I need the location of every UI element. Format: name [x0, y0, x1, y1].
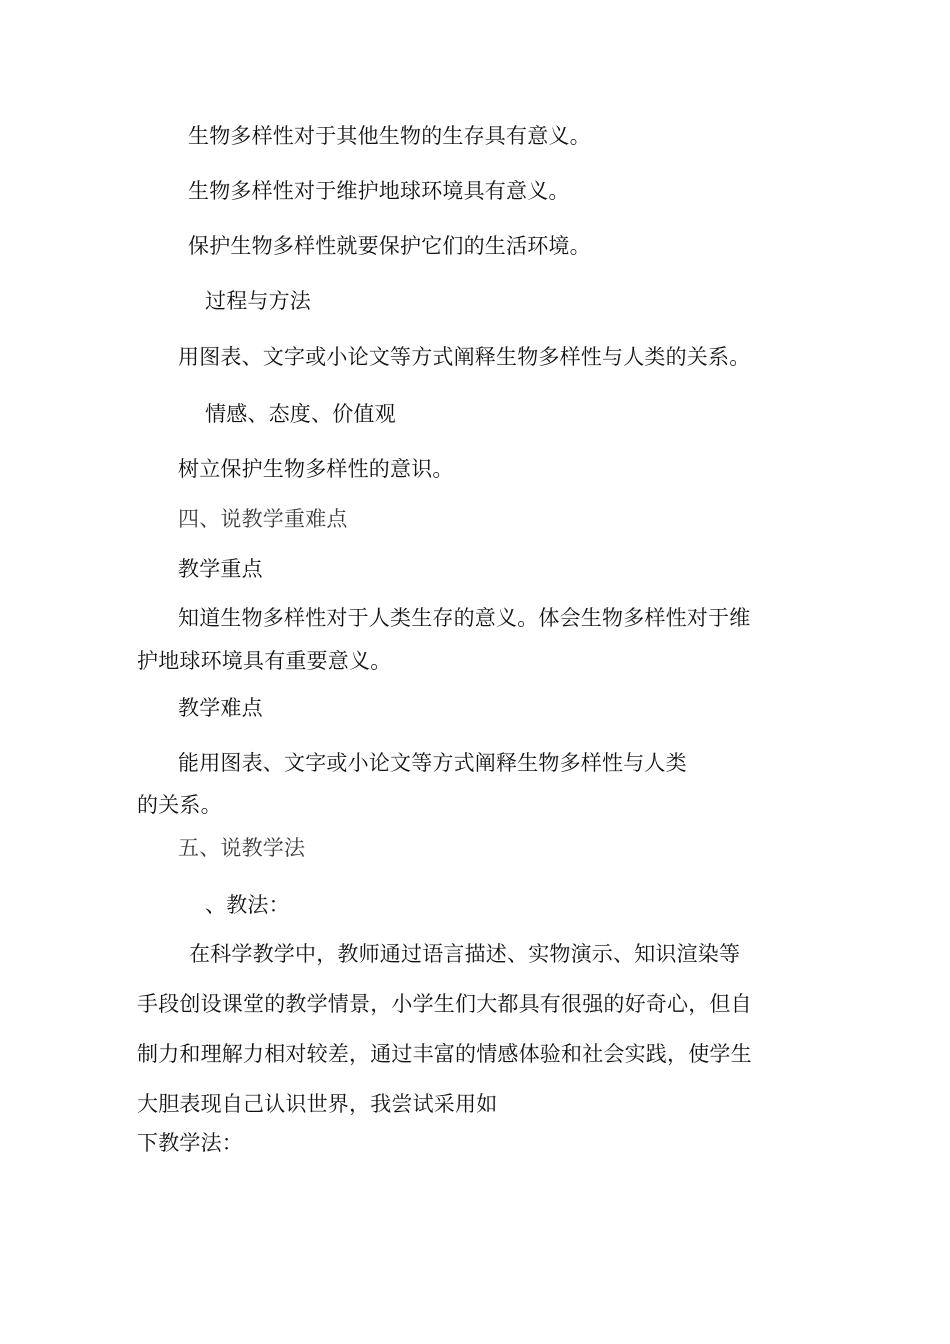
text-line: 知道生物多样性对于人类生存的意义。体会生物多样性对于维 [178, 606, 751, 630]
text-line: 在科学教学中，教师通过语言描述、实物演示、知识渲染等 [189, 942, 741, 966]
subheading-emotion-attitude-values: 情感、态度、价值观 [205, 402, 396, 426]
text-line: 下教学法： [137, 1131, 243, 1155]
subheading-process-method: 过程与方法 [205, 289, 311, 313]
section-heading-teaching-methods: 五、说教学法 [178, 836, 306, 860]
subheading-teaching-difficult-points: 教学难点 [178, 696, 263, 720]
text-line: 树立保护生物多样性的意识。 [178, 457, 454, 481]
text-line: 用图表、文字或小论文等方式阐释生物多样性与人类的关系。 [178, 345, 751, 369]
text-line: 保护生物多样性就要保护它们的生活环境。 [188, 234, 591, 258]
text-line: 手段创设课堂的教学情景，小学生们大都具有很强的好奇心，但自 [137, 992, 752, 1016]
subheading-teaching-method: 、教法： [205, 893, 290, 917]
text-line: 能用图表、文字或小论文等方式阐释生物多样性与人类 [178, 751, 687, 775]
text-line: 大胆表现自己认识世界，我尝试采用如 [137, 1092, 498, 1116]
subheading-teaching-key-points: 教学重点 [178, 557, 263, 581]
section-heading-teaching-key-difficult-points: 四、说教学重难点 [178, 507, 348, 531]
text-line: 护地球环境具有重要意义。 [137, 649, 392, 673]
text-line: 生物多样性对于其他生物的生存具有意义。 [188, 124, 591, 148]
text-line: 生物多样性对于维护地球环境具有意义。 [188, 179, 570, 203]
text-line: 制力和理解力相对较差，通过丰富的情感体验和社会实践，使学生 [137, 1042, 752, 1066]
text-line: 的关系。 [137, 793, 222, 817]
